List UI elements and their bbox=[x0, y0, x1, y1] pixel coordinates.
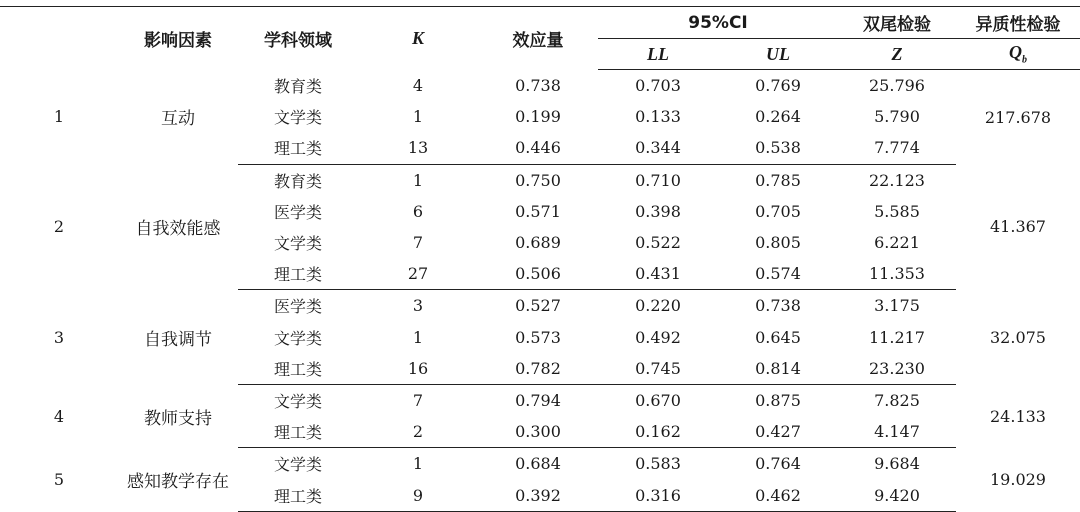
effect-size-cell: 0.571 bbox=[515, 201, 561, 221]
ul-cell: 0.538 bbox=[718, 132, 838, 164]
z-cell: 23.230 bbox=[838, 353, 956, 385]
z-cell: 11.353 bbox=[838, 258, 956, 290]
factor-index-cell: 5 bbox=[53, 469, 65, 489]
ul-cell: 0.738 bbox=[755, 296, 801, 316]
discipline-cell: 教育类 bbox=[273, 171, 322, 191]
effect-size-cell: 0.506 bbox=[478, 258, 598, 290]
effect-size-cell: 0.689 bbox=[515, 233, 561, 253]
ll-cell: 0.670 bbox=[635, 390, 681, 410]
k-cell: 1 bbox=[412, 454, 424, 474]
discipline-cell: 理工类 bbox=[238, 132, 358, 164]
ll-cell: 0.162 bbox=[598, 416, 718, 448]
qb-cell: 217.678 bbox=[984, 107, 1052, 127]
discipline-cell: 文学类 bbox=[273, 328, 322, 348]
discipline-cell: 理工类 bbox=[238, 353, 358, 385]
z-cell: 25.796 bbox=[869, 76, 925, 96]
moderator-analysis-table bbox=[0, 6, 1080, 512]
effect-size-cell: 0.392 bbox=[478, 479, 598, 511]
header-ll: LL bbox=[598, 39, 718, 70]
ll-cell: 0.344 bbox=[598, 132, 718, 164]
k-cell: 9 bbox=[358, 479, 478, 511]
header-index bbox=[0, 7, 118, 70]
discipline-cell: 教育类 bbox=[273, 76, 322, 96]
effect-size-cell: 0.684 bbox=[515, 454, 561, 474]
discipline-cell: 医学类 bbox=[273, 297, 322, 317]
header-heterogeneity: 异质性检验 bbox=[956, 7, 1080, 39]
ll-cell: 0.745 bbox=[598, 353, 718, 385]
k-cell: 1 bbox=[412, 327, 424, 347]
k-cell: 3 bbox=[412, 296, 424, 316]
header-effect-size: 效应量 bbox=[512, 30, 564, 51]
effect-size-cell: 0.782 bbox=[478, 353, 598, 385]
effect-size-cell: 0.300 bbox=[478, 416, 598, 448]
ul-cell: 0.814 bbox=[718, 353, 838, 385]
discipline-cell: 文学类 bbox=[273, 234, 322, 254]
z-cell: 4.147 bbox=[838, 416, 956, 448]
ul-cell: 0.427 bbox=[718, 416, 838, 448]
z-cell: 7.825 bbox=[874, 390, 920, 410]
z-cell: 22.123 bbox=[869, 170, 925, 190]
ul-cell: 0.769 bbox=[755, 76, 801, 96]
z-cell: 9.684 bbox=[874, 454, 920, 474]
effect-size-cell: 0.738 bbox=[515, 75, 561, 95]
k-cell: 4 bbox=[412, 75, 424, 95]
ul-cell: 0.705 bbox=[755, 201, 801, 221]
effect-size-cell: 0.750 bbox=[515, 170, 561, 190]
ul-cell: 0.764 bbox=[755, 454, 801, 474]
header-factor: 影响因素 bbox=[144, 30, 212, 51]
factor-index-cell: 3 bbox=[53, 327, 65, 347]
factor-index-cell: 2 bbox=[53, 217, 65, 237]
ll-cell: 0.703 bbox=[635, 76, 681, 96]
ul-cell: 0.264 bbox=[755, 107, 801, 127]
header-two-tailed: 双尾检验 bbox=[838, 7, 956, 39]
factor-name-cell: 教师支持 bbox=[144, 408, 212, 429]
factor-index-cell: 4 bbox=[53, 406, 65, 426]
ll-cell: 0.492 bbox=[635, 327, 681, 347]
z-cell: 9.420 bbox=[838, 479, 956, 511]
k-cell: 16 bbox=[358, 353, 478, 385]
discipline-cell: 文学类 bbox=[273, 455, 322, 475]
discipline-cell: 医学类 bbox=[273, 202, 322, 222]
z-cell: 3.175 bbox=[874, 296, 920, 316]
k-cell: 7 bbox=[412, 233, 424, 253]
header-discipline: 学科领域 bbox=[264, 30, 332, 51]
k-cell: 7 bbox=[412, 390, 424, 410]
qb-cell: 41.367 bbox=[990, 217, 1046, 237]
header-qb-main: Q bbox=[1009, 42, 1022, 63]
ll-cell: 0.398 bbox=[635, 201, 681, 221]
effect-size-cell: 0.199 bbox=[515, 107, 561, 127]
header-k: K bbox=[411, 27, 424, 48]
ul-cell: 0.875 bbox=[755, 390, 801, 410]
table-row bbox=[0, 290, 1080, 322]
header-ul: UL bbox=[718, 39, 838, 70]
table-row bbox=[0, 164, 1080, 196]
k-cell: 27 bbox=[358, 258, 478, 290]
header-qb bbox=[956, 39, 1080, 70]
discipline-cell: 文学类 bbox=[273, 108, 322, 128]
header-qb-sub: b bbox=[1022, 54, 1027, 66]
z-cell: 11.217 bbox=[869, 327, 925, 347]
discipline-cell: 理工类 bbox=[238, 479, 358, 511]
ll-cell: 0.316 bbox=[598, 479, 718, 511]
z-cell: 5.585 bbox=[874, 201, 920, 221]
table-body bbox=[0, 70, 1080, 512]
table-row bbox=[0, 70, 1080, 102]
discipline-cell: 理工类 bbox=[238, 416, 358, 448]
z-cell: 5.790 bbox=[874, 107, 920, 127]
ul-cell: 0.785 bbox=[755, 170, 801, 190]
header-row-1 bbox=[0, 7, 1080, 39]
factor-name-cell: 自我调节 bbox=[144, 329, 212, 350]
factor-name-cell: 自我效能感 bbox=[135, 219, 221, 240]
z-cell: 7.774 bbox=[838, 132, 956, 164]
table-row bbox=[0, 384, 1080, 416]
ll-cell: 0.522 bbox=[635, 233, 681, 253]
qb-cell: 24.133 bbox=[990, 406, 1046, 426]
ll-cell: 0.710 bbox=[635, 170, 681, 190]
k-cell: 2 bbox=[358, 416, 478, 448]
k-cell: 1 bbox=[412, 107, 424, 127]
qb-cell: 32.075 bbox=[990, 327, 1046, 347]
effect-size-cell: 0.573 bbox=[515, 327, 561, 347]
ul-cell: 0.574 bbox=[718, 258, 838, 290]
factor-name-cell: 互动 bbox=[161, 109, 195, 130]
ll-cell: 0.431 bbox=[598, 258, 718, 290]
header-z: Z bbox=[838, 39, 956, 70]
ll-cell: 0.133 bbox=[635, 107, 681, 127]
ul-cell: 0.645 bbox=[755, 327, 801, 347]
factor-name-cell: 感知教学存在 bbox=[127, 471, 229, 492]
ll-cell: 0.583 bbox=[635, 454, 681, 474]
discipline-cell: 文学类 bbox=[273, 391, 322, 411]
qb-cell: 19.029 bbox=[990, 469, 1046, 489]
discipline-cell: 理工类 bbox=[238, 258, 358, 290]
effect-size-cell: 0.446 bbox=[478, 132, 598, 164]
k-cell: 6 bbox=[412, 201, 424, 221]
ul-cell: 0.462 bbox=[718, 479, 838, 511]
z-cell: 6.221 bbox=[874, 233, 920, 253]
table-row bbox=[0, 448, 1080, 480]
header-ci: 95%CI bbox=[598, 7, 838, 39]
ul-cell: 0.805 bbox=[755, 233, 801, 253]
factor-index-cell: 1 bbox=[53, 107, 65, 127]
effect-size-cell: 0.527 bbox=[515, 296, 561, 316]
k-cell: 13 bbox=[358, 132, 478, 164]
k-cell: 1 bbox=[412, 170, 424, 190]
ll-cell: 0.220 bbox=[635, 296, 681, 316]
effect-size-cell: 0.794 bbox=[515, 390, 561, 410]
